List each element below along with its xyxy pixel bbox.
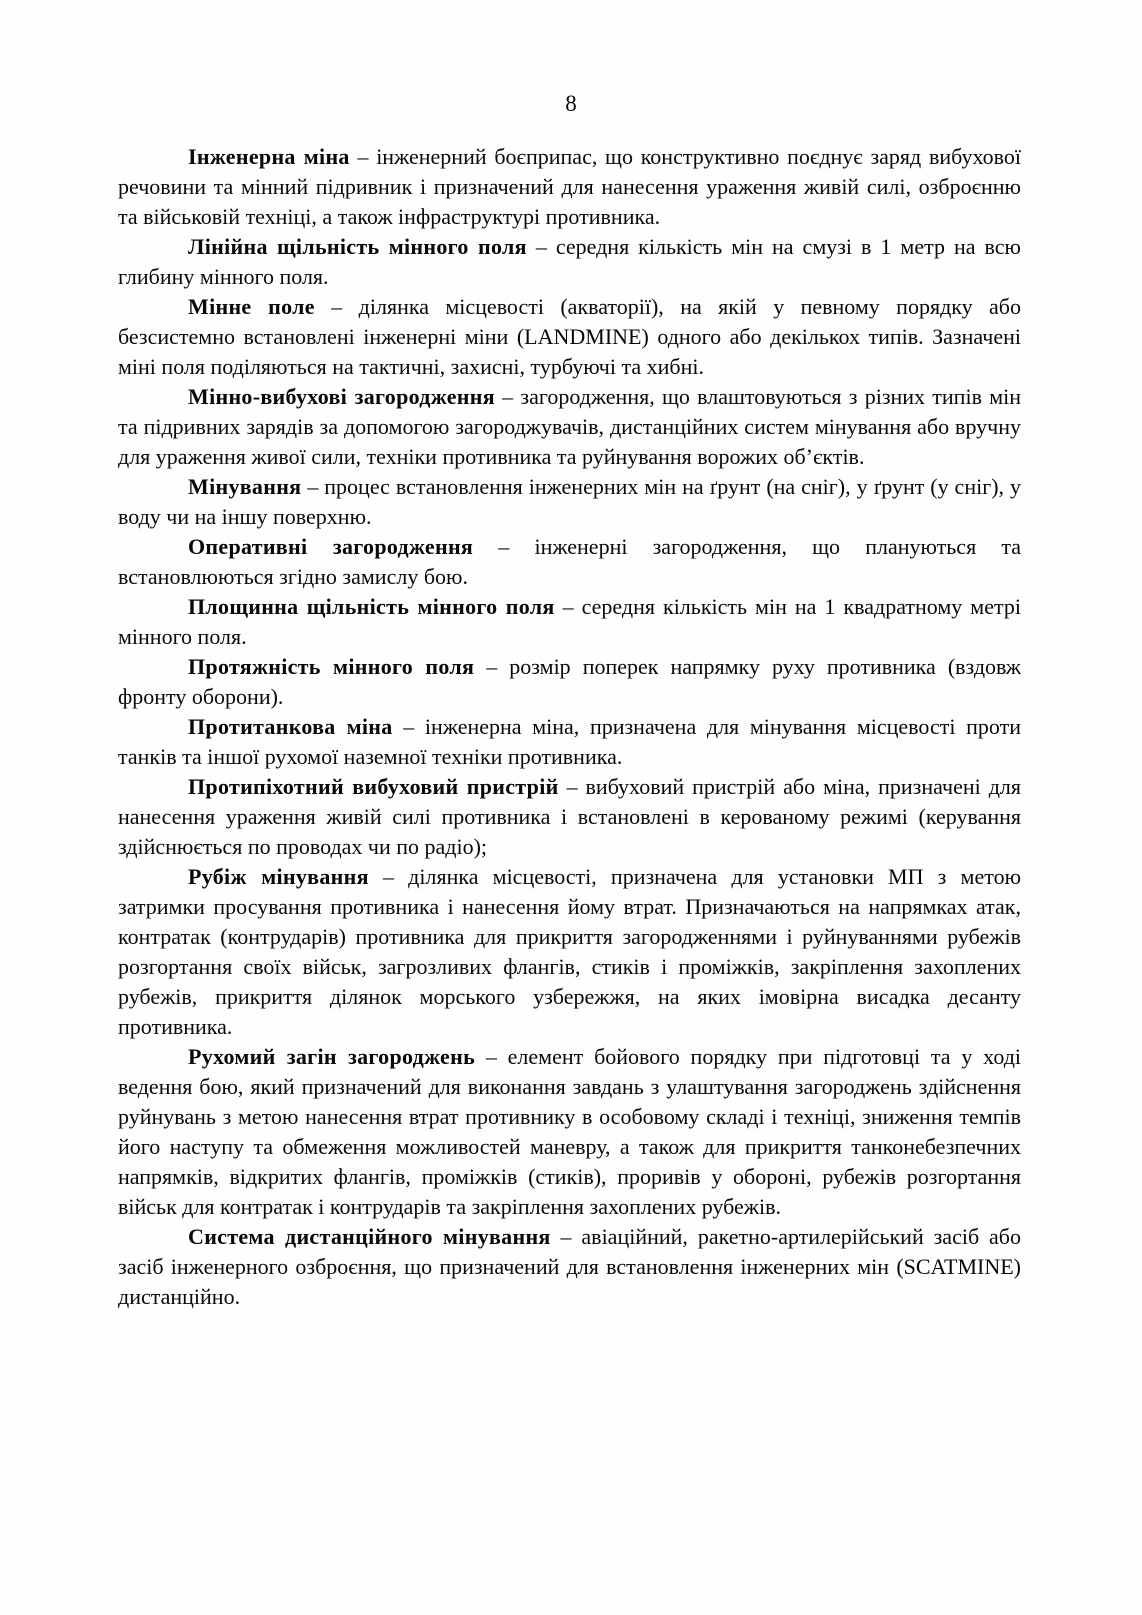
definition-text: – інженерні загородження, що плануються та встановлюються згідно замислу бою. [118, 534, 1022, 589]
term-bold: Протипіхотний вибуховий пристрій [188, 774, 559, 799]
term-bold: Рубіж мінування [188, 864, 369, 889]
term-bold: Площинна щільність мінного поля [188, 594, 555, 619]
definition-text: – елемент бойового порядку при підготовці та у ході ведення бою, який призначений для виконання завдань з улаштування загороджень здійснення руйнувань з метою нанесення втрат противнику в особовому складі і техніці, зниження темпів його наступу та обмеження можливостей маневру, а також для прикриття танконебезпечних напрямків, відкритих флангів, проміжків (стиків), проривів у обороні, рубежів розгортання військ для контратак і контрударів та закріплення захоплених рубежів. [118, 1044, 1021, 1219]
page-content [118, 142, 1021, 1312]
term-bold: Рухомий загін загороджень [188, 1044, 476, 1069]
term-bold: Інженерна міна [188, 144, 350, 169]
definition-text: – середня кількість мін на смузі в 1 метр на всю глибину мінного поля. [118, 234, 1021, 289]
definition-paragraph [118, 592, 1021, 652]
definition-paragraph [118, 472, 1021, 532]
definition-paragraph [118, 772, 1021, 862]
definition-text: – ділянка місцевості (акваторії), на якій у певному порядку або безсистемно встановлені інженерні міни (LANDMINE) одного або декількох типів. Зазначені міні поля поділяються на тактичні, захисні, турбуючі та хибні. [118, 294, 1021, 379]
definition-paragraph [118, 142, 1021, 232]
definition-text: – ділянка місцевості, призначена для установки МП з метою затримки просування противника і нанесення йому втрат. Призначаються на напрямках атак, контратак (контрударів) противника для прикриття загородженнями і руйнуваннями рубежів розгортання своїх військ, загрозливих флангів, стиків і проміжків, закріплення захоплених рубежів, прикриття ділянок морського узбережжя, на яких імовірна висадка десанту противника. [118, 864, 1021, 1039]
definition-paragraph [118, 712, 1021, 772]
definition-text: – авіаційний, ракетно-артилерійський засіб або засіб інженерного озброєння, що призначений для встановлення інженерних мін (SCATMINE) дистанційно. [118, 1224, 1021, 1309]
definition-paragraph [118, 292, 1021, 382]
definition-paragraph [118, 532, 1021, 592]
definition-paragraph [118, 1042, 1021, 1222]
term-bold: Мінне поле [188, 294, 315, 319]
definition-text: – розмір поперек напрямку руху противника (вздовж фронту оборони). [118, 654, 1021, 709]
term-bold: Лінійна щільність мінного поля [188, 234, 527, 259]
definition-text: – інженерна міна, призначена для мінування місцевості проти танків та іншої рухомої наземної техніки противника. [118, 714, 1021, 769]
term-bold: Протитанкова міна [188, 714, 393, 739]
definition-paragraph [118, 862, 1021, 1042]
definition-paragraph [118, 232, 1021, 292]
definition-paragraph [118, 652, 1021, 712]
definition-text: – процес встановлення інженерних мін на ґрунт (на сніг), у ґрунт (у сніг), у воду чи на іншу поверхню. [118, 474, 1021, 529]
term-bold: Мінно-вибухові загородження [188, 384, 495, 409]
definition-text: – середня кількість мін на 1 квадратному метрі мінного поля. [118, 594, 1021, 649]
definition-paragraph [118, 382, 1021, 472]
page-number: 8 [565, 91, 577, 116]
term-bold: Оперативні загородження [188, 534, 474, 559]
term-bold: Протяжність мінного поля [188, 654, 475, 679]
definition-text: – загородження, що влаштовуються з різних типів мін та підривних зарядів за допомогою загороджувачів, дистанційних систем мінування або вручну для ураження живої сили, техніки противника та руйнування ворожих об’єктів. [118, 384, 1021, 469]
definition-text: – інженерний боєприпас, що конструктивно поєднує заряд вибухової речовини та мінний підривник і призначений для нанесення ураження живій силі, озброєнню та військовій техніці, а також інфраструктурі противника. [118, 144, 1021, 229]
definition-paragraph [118, 1222, 1021, 1312]
term-bold: Система дистанційного мінування [188, 1224, 551, 1249]
definition-text: – вибуховий пристрій або міна, призначені для нанесення ураження живій силі противника і встановлені в керованому режимі (керування здійснюється по проводах чи по радіо); [118, 774, 1021, 859]
term-bold: Мінування [188, 474, 302, 499]
